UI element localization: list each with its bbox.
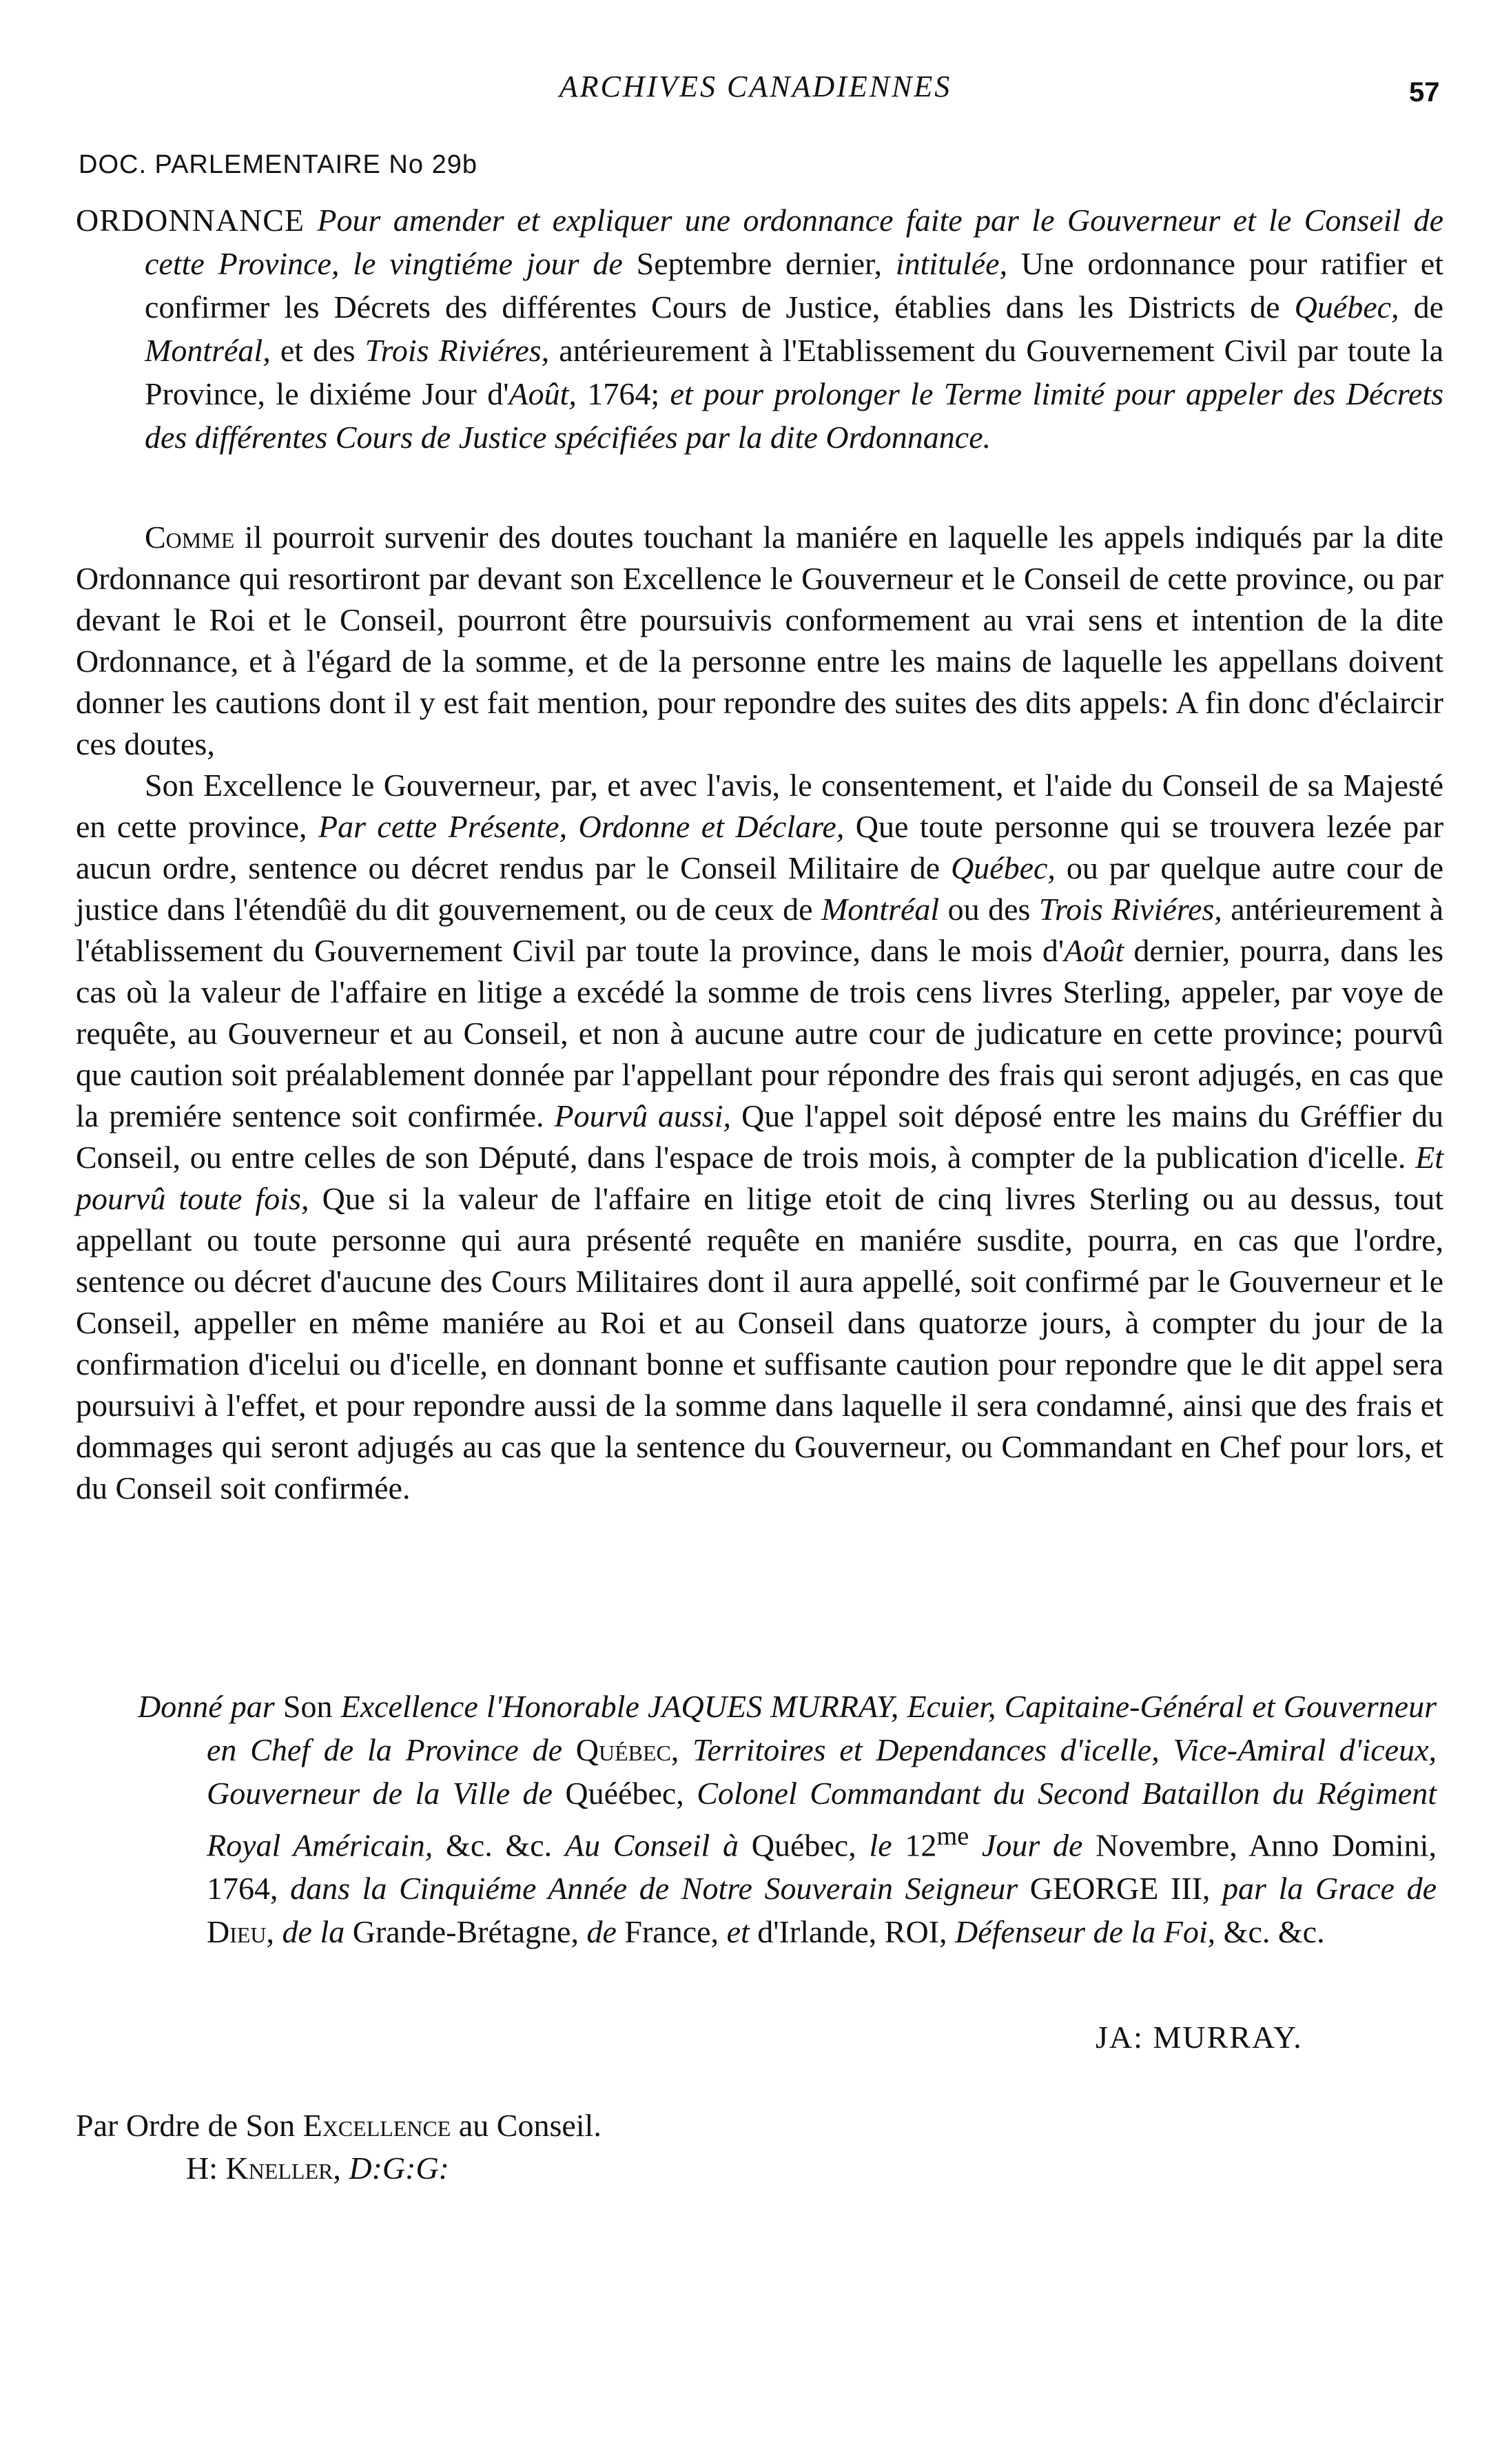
given-part: Dieu,: [207, 1914, 282, 1950]
title-part: de: [1399, 289, 1444, 325]
title-part: Trois Riviéres,: [364, 333, 550, 368]
given-part: le: [869, 1827, 892, 1863]
paragraph-preamble: [76, 517, 1443, 765]
paragraph-text: il pourroit survenir des doutes touchant la maniére en laquelle les appels indiqués par la dite Ordonnance qui resortiront par devant son Excellence le Gouverneur et le Conseil de cette province, ou par devant le Roi et le Conseil, pourront être poursuivis conformement au vrai sens et intention de la dite Ordonnance, et à l'égard de la somme, et de la personne entre les mains de laquelle les appellans doivent donner les cautions dont il y est fait mention, pour repondre des suites des dits appels: A fin donc d'éclaircir ces doutes,: [76, 520, 1443, 761]
given-part: d'Irlande, ROI,: [749, 1914, 956, 1950]
paragraph-text: Québec,: [950, 850, 1056, 885]
paragraph-text: Trois Riviéres,: [1038, 892, 1222, 927]
given-part: Québec,: [562, 1732, 693, 1767]
title-part: Septembre dernier,: [622, 246, 896, 281]
given-part: Grande-Brétagne,: [345, 1914, 587, 1950]
given-part: et: [726, 1914, 750, 1950]
clerk-text: Kneller,: [225, 2150, 341, 2186]
paragraph-text: Que l'appel soit déposé entre les mains du Gréffier du Conseil, ou entre celles de son Député, dans l'espace de trois mois, à compter de la publication d'icelle.: [76, 1098, 1444, 1175]
title-part: Août,: [508, 376, 577, 411]
page-number: 57: [1409, 77, 1440, 107]
title-part: antérieurement à l'Etablissement du Gouvernement Civil par toute la Province, le dixiéme Jour d': [145, 333, 1443, 411]
given-part: Québec,: [739, 1827, 870, 1863]
title-part: Une ordonnance pour ratifier et confirmer les Décrets des différentes Cours de Justice, établies dans les Districts de: [145, 246, 1444, 325]
given-part: de: [586, 1914, 617, 1950]
ordinance-body: [76, 517, 1443, 1509]
title-part: et des: [270, 333, 365, 368]
given-part: Donné par: [138, 1689, 275, 1724]
title-part: 1764;: [576, 376, 670, 411]
paragraph-text: ou par quelque autre cour de justice dans l'étendûë du dit gouvernement, ou de ceux de: [76, 850, 1443, 927]
given-part: 12: [892, 1827, 937, 1863]
given-part: dans la Cinquiéme Année de Notre Souverain Seigneur: [290, 1871, 1018, 1907]
paragraph-lead-word: Comme: [145, 520, 235, 555]
given-part: GEORGE III,: [1018, 1871, 1223, 1907]
title-part: intitulée,: [895, 246, 1008, 281]
ordinance-heading: ORDONNANCE: [76, 203, 305, 238]
title-part: et pour prolonger le Terme limité pour appeler des Décrets des différentes Cours de Justice spécifiées par la dite Ordonnance.: [145, 376, 1443, 455]
title-part: Montréal,: [145, 333, 271, 368]
given-part: Jour de: [969, 1827, 1083, 1863]
ordinance-title: [76, 198, 1443, 459]
title-part: Québec,: [1294, 289, 1399, 325]
paragraph-text: Montréal: [821, 892, 940, 927]
given-part-superscript: me: [936, 1822, 969, 1851]
given-part: par la Grace de: [1222, 1871, 1437, 1907]
running-title: ARCHIVES CANADIENNES: [559, 70, 952, 103]
paragraph-text: Pourvû aussi,: [554, 1098, 732, 1133]
paragraph-text: Par cette Présente, Ordonne et Déclare,: [318, 809, 845, 844]
paragraph-text: antérieurement à l'établissement du Gouvernement Civil par toute la province, dans le mois d': [76, 892, 1443, 968]
given-part: Son: [274, 1689, 341, 1724]
paragraph-enactment: [76, 765, 1443, 1509]
ordinance-title-text: [76, 198, 1443, 459]
paragraph-text: Que toute personne qui se trouvera lezée par aucun ordre, sentence ou décret rendus par le Conseil Militaire de: [76, 809, 1444, 885]
given-clause: [138, 1685, 1437, 1953]
given-part: de la: [282, 1914, 345, 1950]
given-part: Au Conseil à: [564, 1827, 739, 1863]
governor-signature: JA: MURRAY.: [1096, 2020, 1303, 2055]
given-part: Excellence l'Honorable JAQUES MURRAY, Ecuier, Capitaine-Général et Gouverneur en Chef de la Province de: [207, 1689, 1437, 1767]
given-part: Quéébec,: [552, 1776, 697, 1811]
clerk-text: H:: [186, 2150, 226, 2186]
given-part: &c. &c.: [1215, 1914, 1325, 1950]
clerk-signature: [186, 2150, 449, 2186]
paragraph-text: Son Excellence le Gouverneur, par, et avec l'avis, le consentement, et l'aide du Conseil de sa Majesté en cette province,: [76, 768, 1443, 844]
given-part: France,: [616, 1914, 727, 1950]
paragraph-text: ou des: [939, 892, 1039, 927]
given-clause-text: [138, 1685, 1437, 1953]
given-part: Colonel Commandant du Second Bataillon du Régiment Royal Américain,: [207, 1776, 1437, 1863]
order-text: Par Ordre de Son: [76, 2108, 303, 2143]
title-part: Pour amender et expliquer une ordonnance faite par le Gouverneur et le Conseil de cette Province, le vingtiéme jour de: [145, 203, 1444, 281]
given-part: Territoires et Dependances d'icelle, Vice-Amiral d'iceux, Gouverneur de la Ville de: [207, 1732, 1437, 1811]
paragraph-text: Août: [1064, 933, 1124, 968]
order-text: Excellence: [302, 2108, 451, 2143]
given-part: Défenseur de la Foi,: [955, 1914, 1216, 1950]
order-text: au Conseil.: [451, 2108, 602, 2143]
order-line: [76, 2107, 602, 2144]
given-part: Novembre, Anno Domini, 1764,: [207, 1827, 1437, 1907]
document-label: DOC. PARLEMENTAIRE No 29b: [79, 150, 477, 179]
paragraph-text: Que si la valeur de l'affaire en litige etoit de cinq livres Sterling ou au dessus, tout appellant ou toute personne qui aura présenté requête en maniére susdite, pourra, en cas que l'ordre, sentence ou décret d'aucune des Cours Militaires dont il aura appellé, soit confirmé par le Gouverneur et le Conseil, appeller en même maniére au Roi et au Conseil dans quatorze jours, à compter du jour de la confirmation d'icelui ou d'icelle, en donnant bonne et suffisante caution pour repondre que le dit appel sera poursuivi à l'effet, et pour repondre aussi de la somme dans laquelle il sera condamné, ainsi que des frais et dommages qui seront adjugés au cas que la sentence du Gouverneur, ou Commandant en Chef pour lors, et du Conseil soit confirmée.: [76, 1181, 1444, 1506]
clerk-text: D:G:G:: [340, 2150, 449, 2186]
given-part: &c. &c.: [433, 1827, 565, 1863]
paragraph-text: dernier, pourra, dans les cas où la valeur de l'affaire en litige a excédé la somme de trois cens livres Sterling, appeler, par voye de requête, au Gouverneur et au Conseil, et non à aucune autre cour de judicature en cette province; pourvû que caution soit préalablement donnée par l'appellant pour répondre des frais qui seront adjugés, en cas que la premiére sentence soit confirmée.: [76, 933, 1444, 1133]
paragraph-text: Et pourvû toute fois,: [76, 1140, 1443, 1216]
